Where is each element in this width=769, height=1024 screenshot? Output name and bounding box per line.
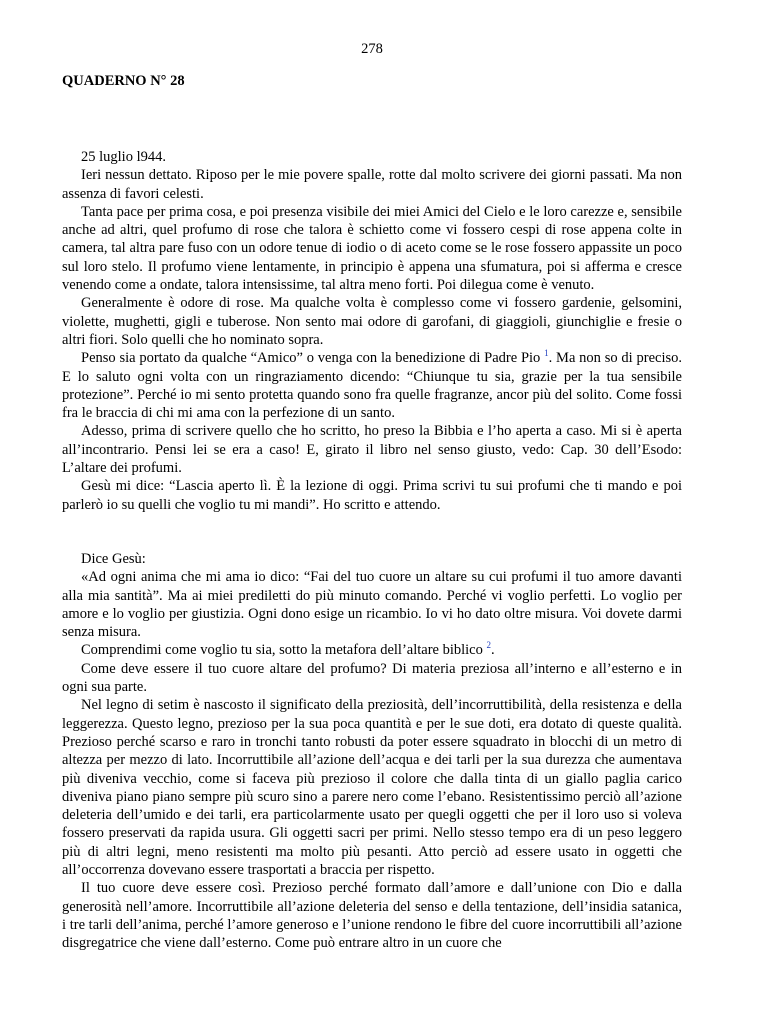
- footnote-link-2[interactable]: 2: [486, 640, 491, 651]
- dictation-section: [62, 550, 682, 953]
- paragraph: Come deve essere il tuo cuore altare del profumo? Di materia preziosa all’interno e all’esterno e in ogni sua parte.: [62, 660, 682, 696]
- paragraph: Nel legno di setim è nascosto il significato della preziosità, dell’incorruttibilità, della resistenza e della leggerezza. Questo legno, prezioso per la sua poca quantità e per le sue doti, era dotato di queste qualità. Prezioso perché scarso e raro in tronchi tanto robusti da poter essere squadrato in blocchi di un metro di altezza per mezzo di lato. Incorruttibile all’azione dell’acqua e dei tarli per la sua durezza che aumentava più diveniva vecchio, come si faceva più prezioso il colore che dalla tinta di un giallo paglia carico diveniva piano piano sempre più scuro sino a parere nero come l’ebano. Resistentissimo perciò all’azione deleteria dell’umido e dei tarli, era particolarmente usato per quegli oggetti che per il loro uso si voleva fossero preservati da rapida usura. Gli oggetti sacri per primi. Nello stesso tempo era di un peso leggero più di altri legni, meno resistenti ma molto più pesanti. Atto perciò ad essere usato in oggetti che all’occorrenza dovevano essere trasportati a braccia per rispetto.: [62, 697, 682, 878]
- paragraph: Generalmente è odore di rose. Ma qualche volta è complesso come vi fossero gardenie, gelsomini, violette, mughetti, gigli e tuberose. Non sento mai odore di garofani, di giaggioli, giunchiglie e fresie o altri fiori. Solo quelli che ho nominato sopra.: [62, 295, 682, 348]
- paragraph: «Ad ogni anima che mi ama io dico: “Fai del tuo cuore un altare su cui profumi il tuo amore davanti alla mia santità”. Ma ai miei prediletti do più minuto comando. Perché vi voglio perfetti. Lo voglio per amore e lo voglio per giustizia. Ogni dono esige un ricambio. Io vi ho dato oltre misura. Voi dovete darmi senza misura.: [62, 569, 682, 641]
- paragraph: Ieri nessun dettato. Riposo per le mie povere spalle, rotte dal molto scrivere dei giorni passati. Ma non assenza di favori celesti.: [62, 167, 682, 202]
- diary-section: [62, 148, 682, 514]
- paragraph: Gesù mi dice: “Lascia aperto lì. È la lezione di oggi. Prima scrivi tu sui profumi che ti mando e poi parlerò io su quelli che voglio tu mi mandi”. Ho scritto e attendo.: [62, 478, 682, 513]
- paragraph: Adesso, prima di scrivere quello che ho scritto, ho preso la Bibbia e l’ho aperta a caso. Mi si è aperta all’incontrario. Pensi lei se era a caso! E, girato il libro nel senso giusto, vedo: Cap. 30 dell’Esodo: L’altare dei profumi.: [62, 423, 682, 477]
- paragraph: Penso sia portato da qualche “Amico” o venga con la benedizione di Padre Pio $^1$. Ma non so di preciso. E lo saluto ogni volta con un ringraziamento dicendo: “Chiunque tu sia, grazie per la tua sensibile protezione”. Perché io mi sento protetta quando sono fra quelle fragranze, ancor più del solito. Come fossi fra le braccia di chi mi ama con la perfezione di un santo.: [62, 348, 683, 422]
- paragraph: 25 luglio l944.: [81, 149, 166, 165]
- paragraph: Tanta pace per prima cosa, e poi presenza visibile dei miei Amici del Cielo e le loro carezze e, sensibile anche ad altri, quel profumo di rose che talora è schietto come vi fossero cespi di rose appena colte in camera, tal altra pare fuso con un odore tenue di iodio o di aceto come se le rose fossero appassite un poco sul loro stelo. Il profumo viene lentamente, in principio è appena una sfumatura, poi si afferma e cresce venendo come a ondate, talora intensissime, tal altra meno forti. Poi dilegua come è venuto.: [62, 203, 682, 294]
- footnote-link-1[interactable]: 1: [544, 348, 549, 359]
- paragraph: Comprendimi come voglio tu sia, sotto la metafora dell’altare biblico $^2$.: [81, 640, 495, 659]
- paragraph: Il tuo cuore deve essere così. Prezioso perché formato dall’amore e dall’unione con Dio e dalla generosità nell’amore. Incorruttibile all’azione deleteria del senso e della tentazione, dell’insidia satanica, i tre tarli dell’anima, perché l’amore generoso e l’unione rendono le fibre del cuore incorruttibili all’azione disgregatrice che viene dall’esterno. Come può entrare altro in un cuore che: [62, 880, 682, 952]
- page-number: 278: [361, 41, 383, 57]
- notebook-heading: QUADERNO N° 28: [62, 73, 185, 89]
- document-page: [62, 40, 682, 952]
- paragraph: Dice Gesù:: [81, 550, 146, 567]
- section-gap: [62, 514, 682, 550]
